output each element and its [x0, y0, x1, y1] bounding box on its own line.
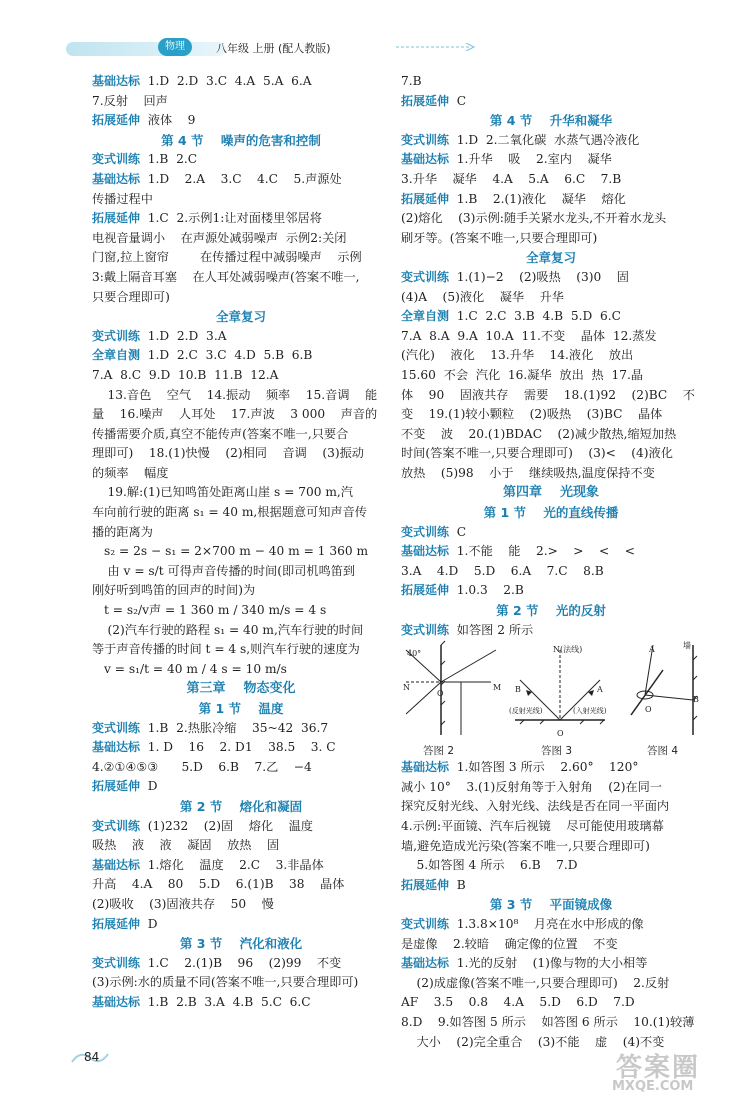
answer-category-label: 拓展延伸: [92, 113, 141, 128]
page-number: 84: [84, 1050, 100, 1064]
equation-line: t = s₂/v声 = 1 360 m / 340 m/s = 4 s: [104, 603, 327, 618]
section-heading: 第 3 节 汽化和液化: [179, 936, 303, 952]
answer-text: 传播过程中: [92, 191, 153, 206]
answer-line: [401, 190, 701, 210]
answer-line: [401, 444, 701, 464]
header-decoration: [66, 42, 226, 56]
answer-text: (2)熔化 (3)示例:随手关紧水龙头,不开着水龙头: [401, 211, 667, 226]
answer-text: (1)232 (2)固 熔化 温度: [147, 818, 313, 833]
answer-line: [92, 581, 390, 601]
answer-text: 1.B 2.C: [147, 152, 198, 167]
answer-text: 探究反射光线、入射光线、法线是否在同一平面内: [401, 799, 670, 814]
answer-text: 3:戴上隔音耳塞 在人耳处减弱噪声(答案不唯一,: [92, 269, 360, 284]
answer-text: 7.A 8.A 9.A 10.A 11.不变 晶体 12.蒸发: [401, 328, 657, 343]
answer-line: [401, 935, 701, 955]
answer-category-label: 基础达标: [401, 152, 450, 167]
section-heading: 第 2 节 光的反射: [496, 603, 606, 619]
answer-text: 1.3.8×10⁸ 月亮在水中形成的像: [456, 916, 644, 931]
answer-category-label: 拓展延伸: [401, 877, 450, 892]
arrow-decoration-icon: [396, 43, 476, 51]
answer-text: 只要合理即可): [92, 289, 170, 304]
watermark: [612, 1045, 750, 1095]
answer-text: (2)吸收 (3)固液共存 50 慢: [92, 896, 274, 911]
answer-line: [401, 1013, 701, 1033]
answer-text: 4.②①④⑤③ 5.D 6.B 7.乙 −4: [92, 759, 312, 774]
answer-line: [401, 327, 701, 347]
answer-text: 1.升华 吸 2.室内 凝华: [456, 152, 612, 167]
figure-2-label: M: [493, 683, 502, 693]
answer-category-label: 基础达标: [401, 544, 450, 559]
answer-text: 1. D 16 2. D1 38.5 3. C: [147, 740, 336, 755]
answer-text: 由 v = s/t 可得声音传播的时间(即司机鸣笛到: [92, 563, 356, 578]
answer-text: 1.0.3 2.B: [456, 583, 524, 598]
figure-2-label: 40°: [407, 649, 422, 659]
answer-text: 13.音色 空气 14.振动 频率 15.音调 能: [92, 387, 378, 402]
answer-line: [92, 327, 390, 347]
answer-line: [92, 993, 390, 1013]
figure-3-caption: 答图 3: [541, 745, 573, 758]
answer-line: [92, 562, 390, 582]
answer-text: 1.B 2.热胀冷缩 35~42 36.7: [147, 720, 329, 735]
answer-figures: [401, 640, 701, 758]
answer-text: 5.如答图 4 所示 6.B 7.D: [401, 858, 578, 873]
figure-2-caption: 答图 2: [423, 745, 455, 758]
answer-text: 车向前行驶的距离 s₁ = 40 m,根据题意可知声音传: [92, 505, 367, 520]
answer-line: [92, 817, 390, 837]
answer-text: 吸热 液 液 凝固 放热 固: [92, 838, 280, 853]
section-heading: 第 4 节 噪声的危害和控制: [161, 132, 321, 148]
figure-3-label: A: [597, 685, 603, 695]
answer-line: [92, 640, 390, 660]
answer-text: 的频率 幅度: [92, 465, 169, 480]
answer-category-label: 变式训练: [92, 328, 141, 343]
answer-text: D: [147, 779, 158, 794]
answer-text: 1.C 2.(1)B 96 (2)99 不变: [147, 955, 342, 970]
answer-line: [401, 562, 701, 582]
answer-text: 量 16.噪声 人耳处 17.声波 3 000 声音的: [92, 407, 378, 422]
answer-text: 7.B: [401, 74, 422, 88]
answer-line: [401, 92, 701, 112]
watermark-logo: 答案圈: [616, 1053, 701, 1083]
figure-3-label: (反射光线): [509, 707, 543, 716]
left-column: [92, 72, 390, 1013]
answer-text: 1.光的反射 (1)像与物的大小相等: [456, 956, 648, 971]
answer-text: 变 19.(1)较小颗粒 (2)吸热 (3)BC 晶体: [401, 407, 663, 422]
figure-4-diagram: [623, 640, 703, 740]
answer-line: [92, 150, 390, 170]
figure-2-label: O: [437, 689, 444, 699]
answer-category-label: 变式训练: [92, 955, 141, 970]
answer-line: [401, 229, 701, 249]
figure-3-label: N(法线): [553, 645, 583, 655]
answer-category-label: 拓展延伸: [401, 191, 450, 206]
answer-text: 升高 4.A 80 5.D 6.(1)B 38 晶体: [92, 877, 345, 892]
answer-line: [401, 209, 701, 229]
answer-line: [92, 268, 390, 288]
answer-text: 1.C 2.C 3.B 4.B 5.D 6.C: [456, 309, 621, 324]
answer-line: [92, 777, 390, 797]
answer-text: 19.解:(1)已知鸣笛处距离山崖 s = 700 m,汽: [92, 485, 353, 500]
answer-text: 3.A 4.D 5.D 6.A 7.C 8.B: [401, 563, 604, 578]
chapter-heading: 第三章 物态变化: [186, 681, 296, 697]
section-heading: 全章复习: [215, 309, 266, 325]
answer-line: [92, 483, 390, 503]
answer-line: [92, 523, 390, 543]
answer-category-label: 变式训练: [401, 524, 450, 539]
answer-text: 1.D 2.D 3.C 4.A 5.A 6.A: [147, 74, 312, 88]
equation-line: s₂ = 2s − s₁ = 2×700 m − 40 m = 1 360 m: [104, 544, 369, 559]
answer-line: [401, 150, 701, 170]
answer-line: [92, 346, 390, 366]
figure-2-label: N: [403, 683, 410, 693]
answer-line: [401, 837, 701, 857]
answer-line: [401, 778, 701, 798]
answer-line: [401, 974, 701, 994]
figure-4-label: 墙: [683, 641, 691, 651]
answer-text: 1.B 2.B 3.A 4.B 5.C 6.C: [147, 994, 311, 1009]
answer-line: [401, 268, 701, 288]
answer-line: [92, 386, 390, 406]
answer-line: [401, 170, 701, 190]
answer-category-label: 拓展延伸: [92, 916, 141, 931]
answer-line: [92, 856, 390, 876]
answer-line: [92, 895, 390, 915]
answer-category-label: 基础达标: [401, 760, 450, 775]
answer-category-label: 变式训练: [401, 269, 450, 284]
answer-text: 1.B 2.(1)液化 凝华 熔化: [456, 191, 626, 206]
answer-line: [401, 993, 701, 1013]
answer-category-label: 基础达标: [92, 994, 141, 1009]
answer-line: [92, 836, 390, 856]
answer-line: [92, 366, 390, 386]
figure-4-label: A: [649, 645, 655, 655]
answer-text: 液体 9: [147, 113, 196, 128]
answer-text: 7.反射 回声: [92, 93, 168, 108]
answer-text: 8.D 9.如答图 5 所示 如答图 6 所示 10.(1)较薄: [401, 1014, 695, 1029]
answer-category-label: 拓展延伸: [92, 779, 141, 794]
answer-line: [401, 542, 701, 562]
answer-category-label: 变式训练: [92, 152, 141, 167]
answer-text: 3.升华 凝华 4.A 5.A 6.C 7.B: [401, 171, 622, 186]
answer-category-label: 变式训练: [401, 132, 450, 147]
chapter-heading: 第四章 光现象: [502, 485, 600, 501]
answer-text: (4)A (5)液化 凝华 升华: [401, 289, 564, 304]
answer-line: [92, 190, 390, 210]
answer-line: [401, 307, 701, 327]
figure-4-caption: 答图 4: [647, 745, 679, 758]
answer-line: [401, 581, 701, 601]
answer-line: [92, 738, 390, 758]
answer-line: [92, 92, 390, 112]
answer-text: 1.C 2.示例1:让对面楼里邻居将: [147, 211, 322, 226]
answer-text: 时间(答案不唯一,只要合理即可) (3)< (4)液化: [401, 446, 673, 461]
answer-text: 减小 10° 3.(1)反射角等于入射角 (2)在同一: [401, 779, 663, 794]
answer-text: AF 3.5 0.8 4.A 5.D 6.D 7.D: [401, 995, 635, 1010]
answer-line: [92, 875, 390, 895]
answer-line: [401, 856, 701, 876]
answer-text: 不变 波 20.(1)BDAC (2)减少散热,缩短加热: [401, 426, 677, 441]
answer-text: 刚好听到鸣笛的回声的时间)为: [92, 583, 256, 598]
right-column: [401, 72, 701, 1052]
answer-line: [92, 229, 390, 249]
answer-line: [401, 621, 701, 641]
answer-text: 放热 (5)98 小于 继续吸热,温度保持不变: [401, 465, 655, 480]
answer-text: 1.熔化 温度 2.C 3.非晶体: [147, 857, 324, 872]
answer-line: [92, 209, 390, 229]
answer-line: [92, 425, 390, 445]
answer-category-label: 变式训练: [401, 916, 450, 931]
figure-4-label: O: [645, 705, 652, 715]
answer-category-label: 拓展延伸: [92, 211, 141, 226]
answer-category-label: 基础达标: [92, 74, 141, 88]
answer-category-label: 全章自测: [92, 348, 141, 363]
answer-text: 播的距离为: [92, 524, 153, 539]
answer-category-label: 拓展延伸: [401, 583, 450, 598]
answer-text: 1.(1)−2 (2)吸热 (3)0 固: [456, 269, 629, 284]
answer-category-label: 基础达标: [92, 171, 141, 186]
answer-line: [401, 954, 701, 974]
answer-category-label: 变式训练: [92, 720, 141, 735]
answer-line: [401, 386, 701, 406]
answer-line: [92, 288, 390, 308]
answer-line: [92, 464, 390, 484]
figure-3-label: B: [515, 685, 521, 695]
answer-text: 理即可) 18.(1)快慢 (2)相同 音调 (3)振动: [92, 446, 364, 461]
section-heading: 第 1 节 温度: [198, 701, 284, 716]
answer-category-label: 全章自测: [401, 309, 450, 324]
section-heading: 第 3 节 平面镜成像: [489, 897, 613, 913]
answer-line: [401, 876, 701, 896]
answer-line: [92, 444, 390, 464]
figure-3-label: (入射光线): [573, 707, 607, 716]
section-heading: 第 4 节 升华和凝华: [489, 113, 613, 129]
answer-text: (2)汽车行驶的路程 s₁ = 40 m,汽车行驶的时间: [92, 622, 364, 637]
book-title: 八年级 上册 (配人教版): [216, 42, 331, 55]
answer-line: [401, 464, 701, 484]
answer-category-label: 基础达标: [92, 740, 141, 755]
answer-line: [92, 248, 390, 268]
answer-line: [92, 503, 390, 523]
answer-line: [92, 405, 390, 425]
answer-line: [401, 797, 701, 817]
answer-text: 1.D 2.二氧化碳 水蒸气遇冷液化: [456, 132, 640, 147]
answer-line: [401, 915, 701, 935]
answer-text: 1.D 2.C 3.C 4.D 5.B 6.B: [147, 348, 313, 363]
answer-line: [401, 72, 701, 92]
answer-line: [92, 719, 390, 739]
answer-line: [401, 131, 701, 151]
answer-line: [401, 523, 701, 543]
answer-text: 大小 (2)完全重合 (3)不能 虚 (4)不变: [401, 1034, 665, 1049]
answer-text: 体 90 固液共存 需要 18.(1)92 (2)BC 不: [401, 387, 695, 402]
answer-line: [92, 170, 390, 190]
answer-text: C: [456, 93, 467, 108]
answer-category-label: 拓展延伸: [401, 93, 450, 108]
answer-text: 1.如答图 3 所示 2.60° 120°: [456, 760, 639, 775]
answer-text: 如答图 2 所示: [456, 622, 534, 637]
answer-text: 1.不能 能 2.> > < <: [456, 544, 635, 559]
answer-line: [92, 111, 390, 131]
answer-line: [401, 817, 701, 837]
answer-line: [401, 366, 701, 386]
figure-3-label: O: [557, 729, 564, 739]
answer-text: 1.D 2.A 3.C 4.C 5.声源处: [147, 171, 342, 186]
equation-line: v = s₁/t = 40 m / 4 s = 10 m/s: [104, 661, 287, 676]
answer-text: (3)示例:水的质量不同(答案不唯一,只要合理即可): [92, 975, 359, 990]
answer-text: 是虚像 2.较暗 确定像的位置 不变: [401, 936, 618, 951]
answer-line: [92, 954, 390, 974]
section-heading: 第 2 节 熔化和凝固: [179, 798, 303, 814]
answer-text: 15.60 不会 汽化 16.凝华 放出 热 17.晶: [401, 367, 644, 382]
answer-category-label: 变式训练: [401, 622, 450, 637]
answer-category-label: 基础达标: [401, 956, 450, 971]
section-heading: 第 1 节 光的直线传播: [483, 505, 619, 521]
answer-line: [92, 915, 390, 935]
answer-text: 4.示例:平面镜、汽车后视镜 尽可能使用玻璃幕: [401, 819, 664, 833]
answer-text: (2)成虚像(答案不唯一,只要合理即可) 2.反射: [401, 975, 670, 990]
figure-4-label: B: [693, 695, 699, 705]
answer-line: [401, 288, 701, 308]
answer-text: 墙,避免造成光污染(答案不唯一,只要合理即可): [401, 838, 650, 853]
answer-line: [401, 346, 701, 366]
answer-line: [92, 973, 390, 993]
answer-line: [401, 425, 701, 445]
answer-line: [401, 405, 701, 425]
section-heading: 全章复习: [525, 250, 576, 266]
answer-text: 电视音量调小 在声源处减弱噪声 示例2:关闭: [92, 230, 347, 245]
answer-text: B: [456, 877, 466, 892]
subject-badge: 物理: [158, 38, 192, 56]
answer-line: [92, 621, 390, 641]
answer-line: [92, 758, 390, 778]
answer-category-label: 基础达标: [92, 857, 141, 872]
answer-category-label: 变式训练: [92, 818, 141, 833]
answer-text: 传播需要介质,真空不能传声(答案不唯一,只要合: [92, 426, 349, 441]
answer-text: (汽化) 液化 13.升华 14.液化 放出: [401, 348, 634, 363]
answer-text: 1.D 2.D 3.A: [147, 328, 227, 343]
answer-text: 刷牙等。(答案不唯一,只要合理即可): [401, 230, 598, 245]
answer-text: C: [456, 524, 467, 539]
answer-line: [92, 72, 390, 92]
answer-text: 门窗,拉上窗帘 在传播过程中减弱噪声 示例: [92, 250, 362, 265]
answer-text: 等于声音传播的时间 t = 4 s,则汽车行驶的速度为: [92, 642, 360, 657]
answer-text: 7.A 8.C 9.D 10.B 11.B 12.A: [92, 367, 279, 382]
watermark-url: MXQE.COM: [612, 1079, 694, 1094]
answer-text: D: [147, 916, 158, 931]
page-header: [66, 36, 496, 58]
